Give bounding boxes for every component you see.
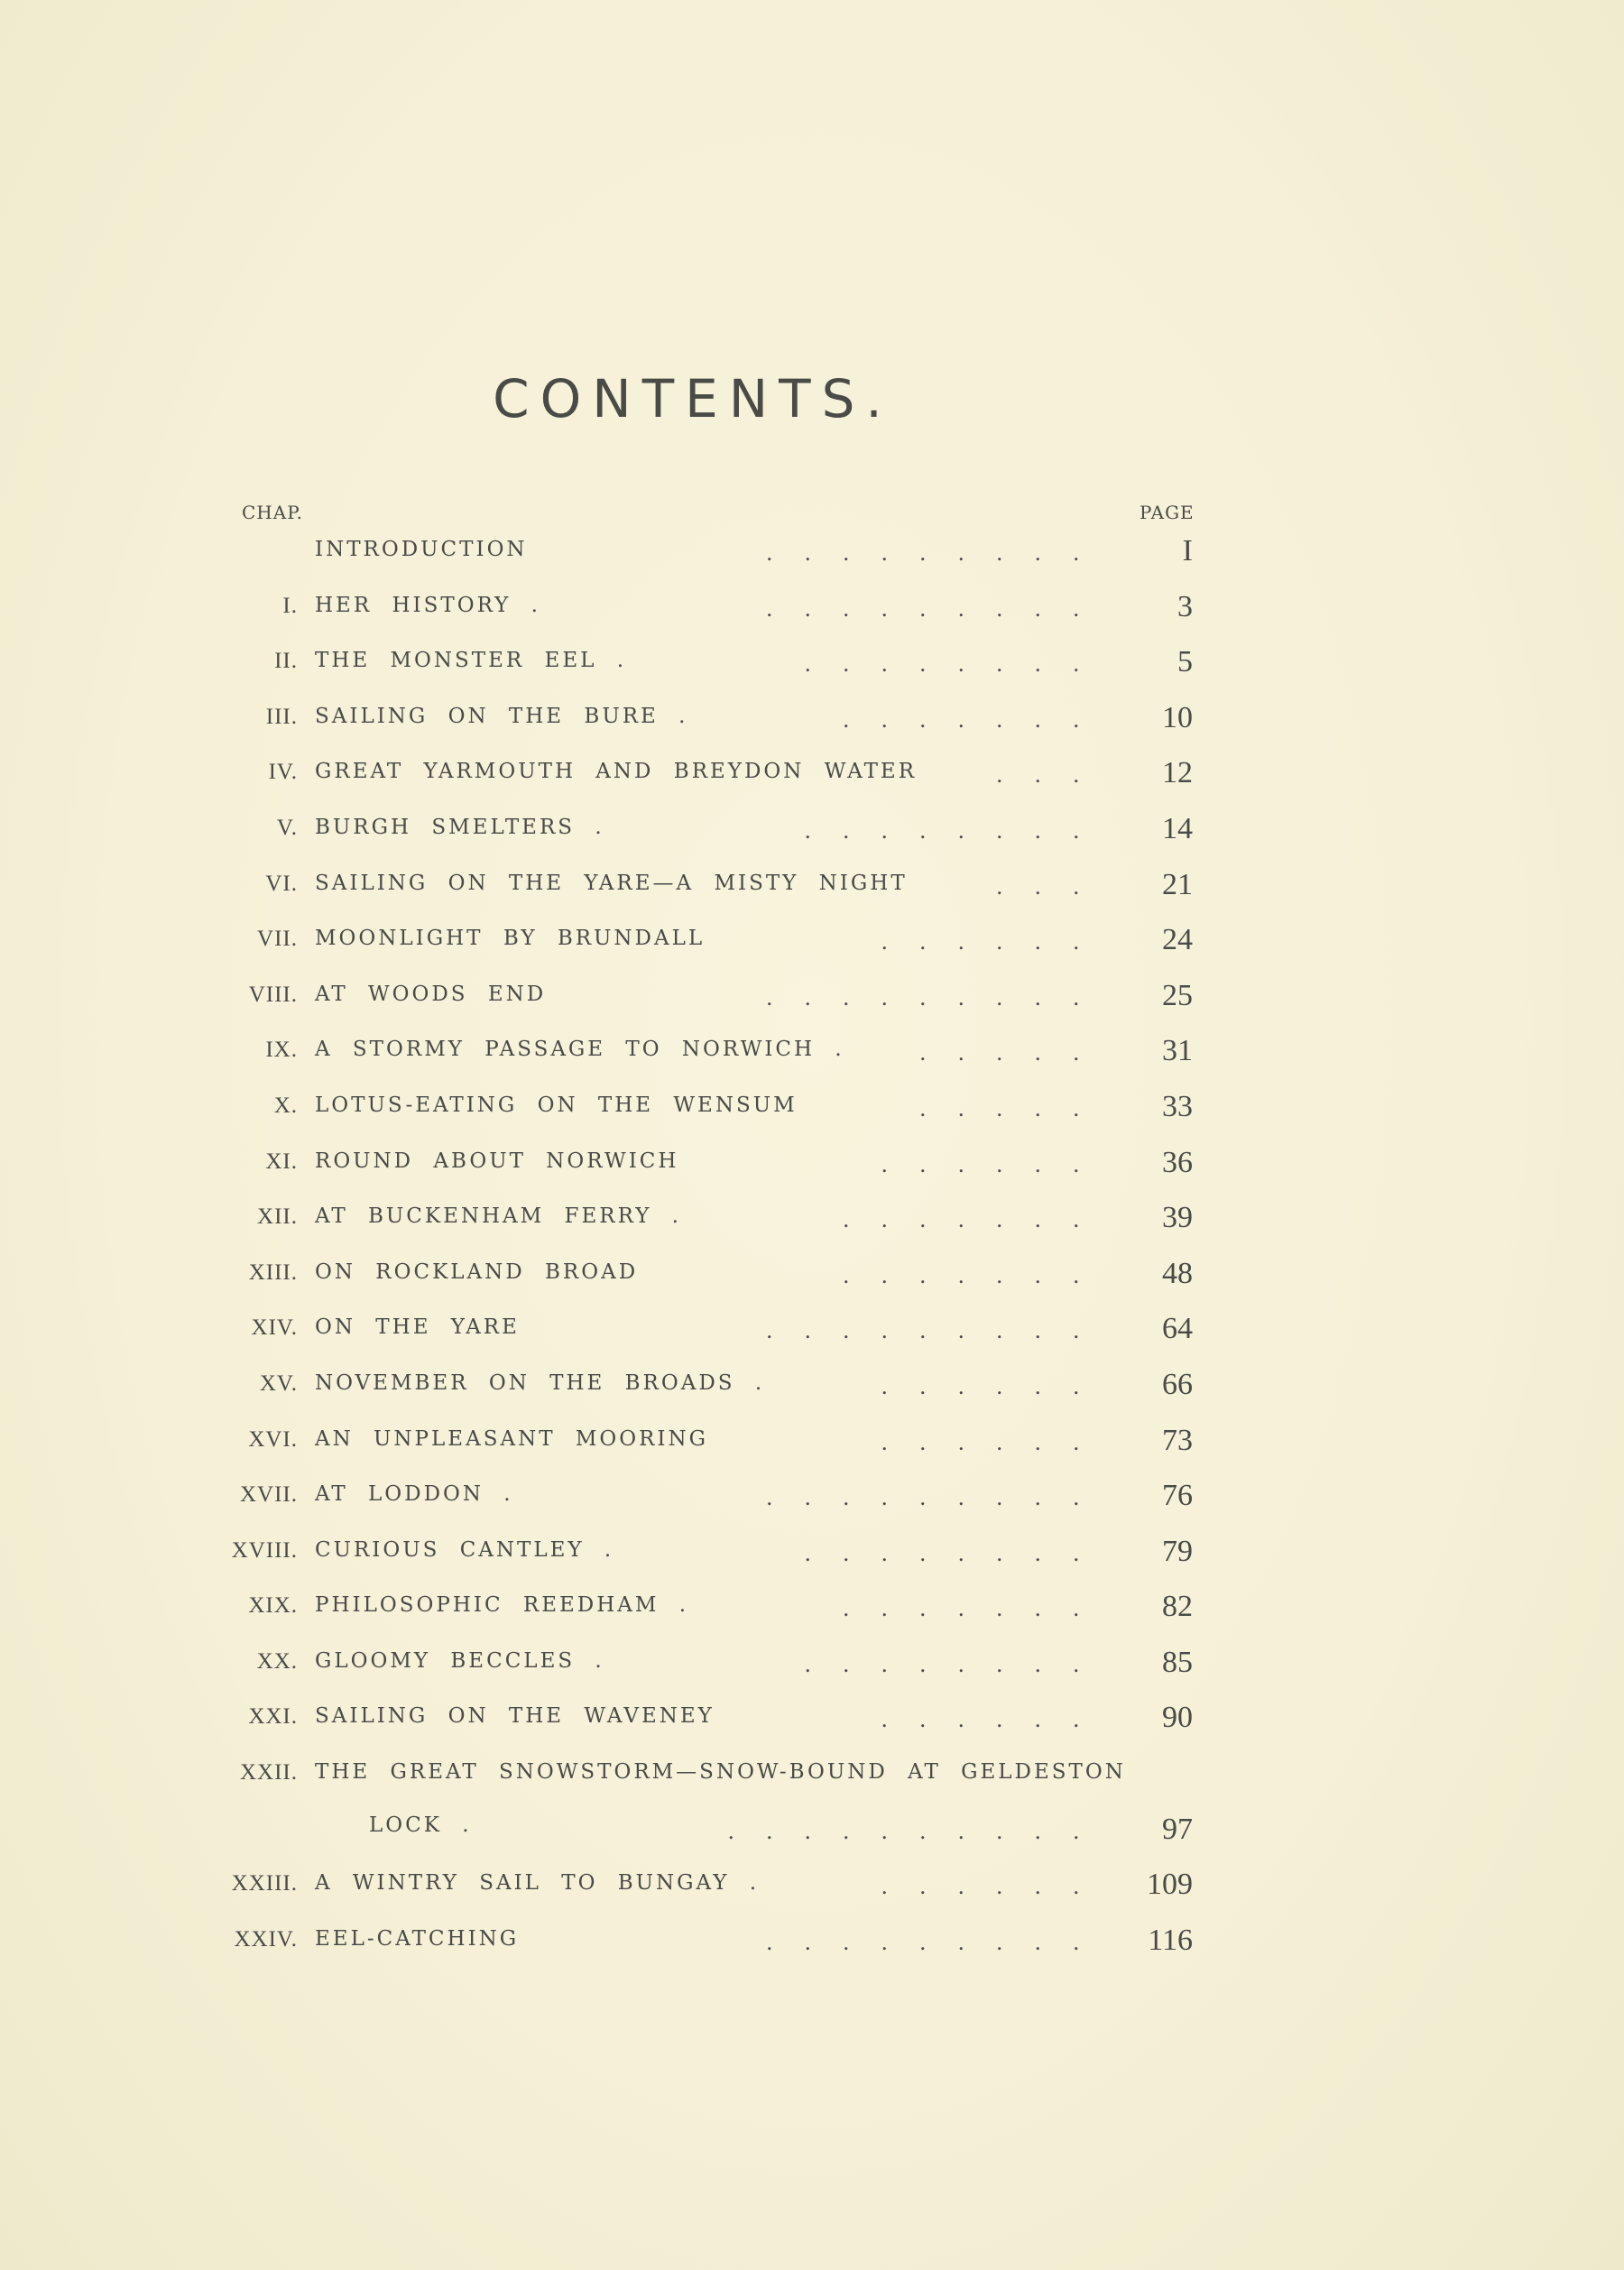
chapter-title: ON ROCKLAND BROAD xyxy=(315,1260,639,1284)
toc-entry[interactable] xyxy=(0,1581,1624,1637)
leader-dots: ......... xyxy=(766,983,1112,1010)
chapter-number: X. xyxy=(273,1093,298,1118)
toc-entry[interactable] xyxy=(0,1470,1624,1526)
chapter-number: XXIV. xyxy=(234,1926,298,1952)
chapter-number: III. xyxy=(265,704,298,729)
chapter-number: XXI. xyxy=(248,1704,298,1730)
leader-dots: ...... xyxy=(881,1428,1112,1455)
chapter-title: MOONLIGHT BY BRUNDALL xyxy=(315,927,706,951)
toc-entry[interactable] xyxy=(0,859,1624,915)
toc-entry[interactable] xyxy=(0,1526,1624,1582)
chapter-title: AT BUCKENHAM FERRY . xyxy=(315,1204,681,1229)
chapter-number: XV. xyxy=(259,1370,298,1396)
page-number: 109 xyxy=(1147,1868,1193,1902)
chapter-number: IV. xyxy=(268,760,298,785)
toc-entry[interactable] xyxy=(0,970,1624,1026)
leader-dots: ...... xyxy=(881,1706,1112,1733)
leader-dots: ...... xyxy=(881,928,1112,955)
page-number: 5 xyxy=(1177,645,1193,679)
page-number: 48 xyxy=(1162,1256,1193,1290)
chapter-title: SAILING ON THE WAVENEY xyxy=(315,1704,715,1729)
chapter-title: LOTUS-EATING ON THE WENSUM xyxy=(315,1093,798,1117)
leader-dots: ... xyxy=(996,872,1112,900)
chapter-title-line2: LOCK . xyxy=(369,1813,472,1838)
chapter-number: XXIII. xyxy=(231,1871,298,1896)
toc-entry[interactable] xyxy=(0,1359,1624,1415)
chapter-title: ON THE YARE xyxy=(315,1315,520,1340)
page-number: 73 xyxy=(1162,1423,1193,1457)
toc-entry[interactable] xyxy=(0,636,1624,692)
page-number: 21 xyxy=(1162,867,1193,901)
chapter-number: XVI. xyxy=(248,1426,298,1452)
leader-dots: ........ xyxy=(805,1539,1112,1566)
chapter-title: A STORMY PASSAGE TO NORWICH . xyxy=(315,1038,844,1062)
chapter-title: ROUND ABOUT NORWICH xyxy=(315,1149,679,1173)
chapter-number: XXII. xyxy=(239,1760,298,1786)
page-number: 31 xyxy=(1162,1034,1193,1068)
toc-entry[interactable] xyxy=(0,1303,1624,1359)
leader-dots: ......... xyxy=(766,595,1112,622)
toc-entry[interactable] xyxy=(0,1915,1624,1970)
leader-dots: ....... xyxy=(843,1595,1112,1622)
toc-entry[interactable] xyxy=(0,1192,1624,1248)
page-number: 64 xyxy=(1162,1312,1193,1346)
page-number: 82 xyxy=(1162,1590,1193,1624)
toc-entry[interactable] xyxy=(0,1692,1624,1748)
toc-entry[interactable] xyxy=(0,692,1624,748)
chapter-title: INTRODUCTION xyxy=(315,538,528,561)
page-number: 10 xyxy=(1162,700,1193,734)
chapter-number: VIII. xyxy=(248,982,298,1007)
chapter-title: GREAT YARMOUTH AND BREYDON WATER xyxy=(315,760,918,784)
chapter-title: AT WOODS END xyxy=(315,982,547,1006)
chapter-number: VII. xyxy=(257,927,298,952)
chapter-title: PHILOSOPHIC REEDHAM . xyxy=(315,1593,689,1618)
chapter-title: BURGH SMELTERS . xyxy=(315,815,604,839)
leader-dots: ........ xyxy=(805,817,1112,844)
page-number: 90 xyxy=(1162,1701,1193,1735)
toc-entry[interactable] xyxy=(0,1248,1624,1304)
chapter-title-line1: THE GREAT SNOWSTORM—SNOW-BOUND AT GELDESTON xyxy=(315,1760,1126,1785)
chapter-title: SAILING ON THE BURE . xyxy=(315,704,688,728)
chapter-title: THE MONSTER EEL . xyxy=(315,649,627,673)
chap-column-header: CHAP. xyxy=(242,502,303,523)
page-number: 116 xyxy=(1148,1923,1193,1957)
page-number: 85 xyxy=(1162,1645,1193,1679)
chapter-number: XIV. xyxy=(251,1315,298,1341)
leader-dots: ....... xyxy=(843,1206,1112,1233)
page-title: CONTENTS. xyxy=(493,368,893,429)
chapter-number: XII. xyxy=(257,1204,298,1230)
chapter-number: XX. xyxy=(256,1648,298,1674)
page-number: 14 xyxy=(1162,811,1193,845)
toc-entry[interactable] xyxy=(0,803,1624,859)
chapter-title: AT LODDON . xyxy=(315,1482,513,1507)
page-number: 76 xyxy=(1162,1479,1193,1513)
chapter-number: XIX. xyxy=(248,1593,298,1619)
leader-dots: ....... xyxy=(843,706,1112,733)
page-number: 79 xyxy=(1162,1534,1193,1568)
leader-dots: ... xyxy=(996,761,1112,789)
leader-dots: ......... xyxy=(766,540,1112,566)
leader-dots: ...... xyxy=(881,1372,1112,1399)
toc-entry[interactable] xyxy=(0,914,1624,970)
leader-dots: ...... xyxy=(881,1150,1112,1177)
chapter-title: SAILING ON THE YARE—A MISTY NIGHT xyxy=(315,871,908,895)
chapter-title: GLOOMY BECCLES . xyxy=(315,1648,604,1673)
chapter-title: AN UNPLEASANT MOORING xyxy=(315,1426,709,1451)
leader-dots: ......... xyxy=(766,1317,1112,1344)
toc-entry[interactable] xyxy=(0,525,1624,581)
toc-entry[interactable] xyxy=(0,1859,1624,1915)
chapter-title: EEL-CATCHING xyxy=(315,1926,520,1951)
toc-entry[interactable] xyxy=(0,1748,1624,1859)
leader-dots: ........ xyxy=(805,651,1112,678)
chapter-number: V. xyxy=(276,815,298,840)
leader-dots: .......... xyxy=(728,1818,1112,1845)
chapter-title: A WINTRY SAIL TO BUNGAY . xyxy=(315,1871,760,1896)
leader-dots: ..... xyxy=(919,1094,1112,1121)
toc-entry[interactable] xyxy=(0,1415,1624,1471)
toc-entry[interactable] xyxy=(0,1081,1624,1137)
leader-dots: ......... xyxy=(766,1928,1112,1955)
page-number: 36 xyxy=(1162,1145,1193,1179)
leader-dots: ....... xyxy=(843,1261,1112,1288)
chapter-title: NOVEMBER ON THE BROADS . xyxy=(315,1370,765,1395)
toc-entry[interactable] xyxy=(0,581,1624,637)
leader-dots: ........ xyxy=(805,1650,1112,1677)
page-number: 33 xyxy=(1162,1089,1193,1123)
chapter-title: HER HISTORY . xyxy=(315,593,540,617)
page-number: 25 xyxy=(1162,978,1193,1012)
chapter-number: II. xyxy=(274,649,298,674)
page-number: 12 xyxy=(1162,756,1193,790)
chapter-number: IX. xyxy=(265,1038,298,1063)
toc-entry[interactable] xyxy=(0,1637,1624,1693)
toc-list xyxy=(0,525,1624,1970)
chapter-number: XVII. xyxy=(239,1482,298,1508)
chapter-title: CURIOUS CANTLEY . xyxy=(315,1537,614,1562)
chapter-number: VI. xyxy=(265,871,298,896)
page-number: I xyxy=(1182,534,1193,568)
toc-entry[interactable] xyxy=(0,1025,1624,1081)
leader-dots: ...... xyxy=(881,1873,1112,1900)
leader-dots: ..... xyxy=(919,1039,1112,1066)
page-number: 3 xyxy=(1177,589,1193,623)
chapter-number: I. xyxy=(282,593,298,618)
page-number: 24 xyxy=(1162,923,1193,957)
toc-entry[interactable] xyxy=(0,747,1624,803)
page-number: 39 xyxy=(1162,1201,1193,1235)
chapter-number: XI. xyxy=(265,1149,298,1174)
page-number: 66 xyxy=(1162,1367,1193,1401)
page-column-header: PAGE xyxy=(1140,502,1195,523)
chapter-number: XIII. xyxy=(248,1260,298,1285)
toc-entry[interactable] xyxy=(0,1137,1624,1193)
leader-dots: ......... xyxy=(766,1484,1112,1511)
chapter-number: XVIII. xyxy=(231,1537,298,1563)
page-number: 97 xyxy=(1162,1813,1193,1847)
